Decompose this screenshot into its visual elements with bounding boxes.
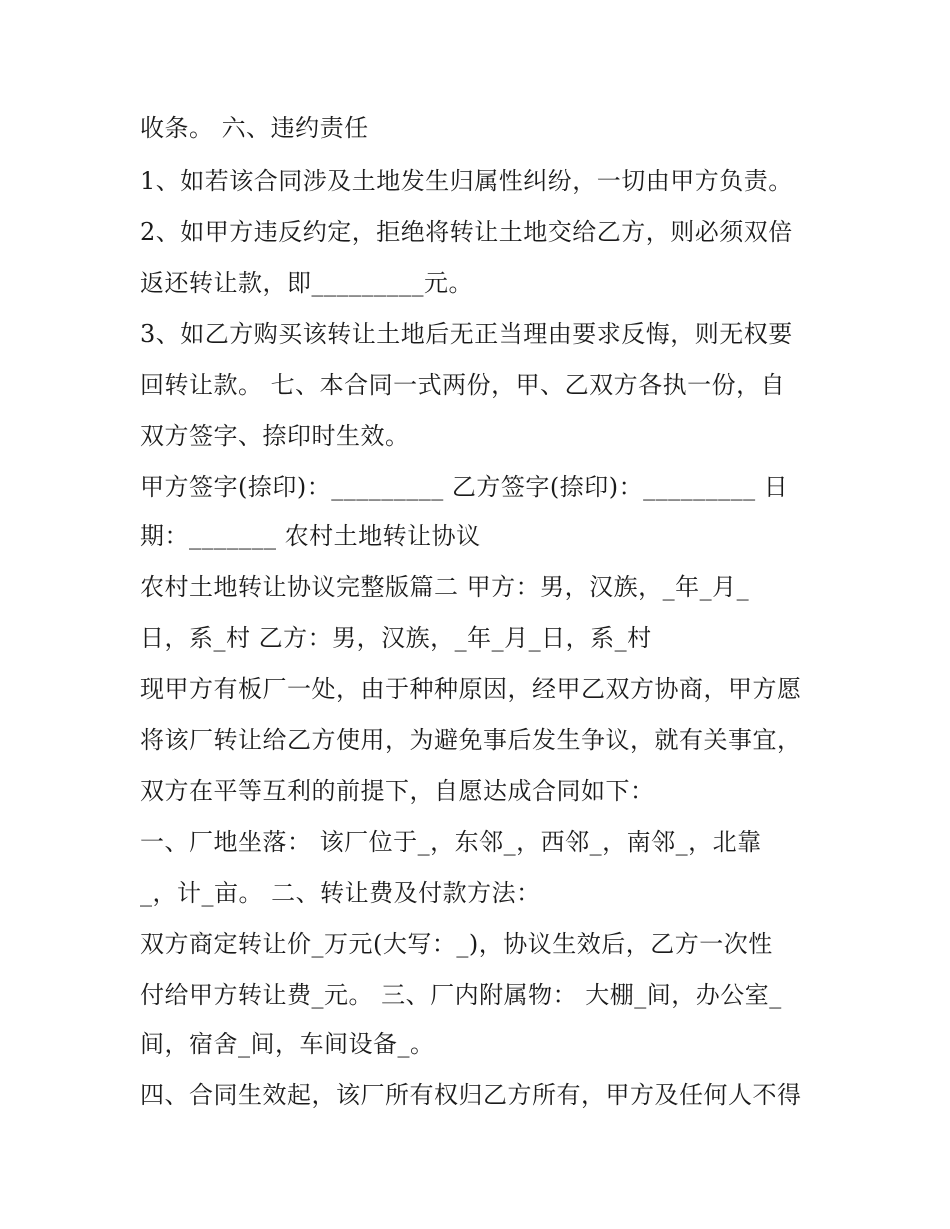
text-line: 双方签字、捺印时生效。 bbox=[140, 422, 410, 450]
text-line: 期：_______ 农村土地转让协议 bbox=[140, 522, 481, 550]
text-line: 一、厂地坐落： 该厂位于_，东邻_，西邻_，南邻_，北靠 bbox=[140, 828, 762, 856]
text-line: 现甲方有板厂一处，由于种种原因，经甲乙双方协商，甲方愿 bbox=[140, 675, 802, 703]
text-line: 农村土地转让协议完整版篇二 甲方：男，汉族，_年_月_ bbox=[140, 573, 750, 601]
text-line: 2、如甲方违反约定，拒绝将转让土地交给乙方，则必须双倍 bbox=[140, 218, 793, 246]
text-line: 将该厂转让给乙方使用，为避免事后发生争议，就有关事宜， bbox=[140, 726, 802, 754]
text-line: 付给甲方转让费_元。 三、厂内附属物： 大棚_间，办公室_ bbox=[140, 981, 782, 1009]
text-line: 双方商定转让价_万元(大写：_)，协议生效后，乙方一次性 bbox=[140, 930, 773, 958]
text-line: 回转让款。 七、本合同一式两份，甲、乙双方各执一份，自 bbox=[140, 371, 786, 399]
text-line: _，计_亩。 二、转让费及付款方法： bbox=[140, 879, 541, 907]
signature-line: 甲方签字(捺印)：_________ 乙方签字(捺印)：_________ 日 bbox=[140, 473, 789, 501]
text-line: 3、如乙方购买该转让土地后无正当理由要求反悔，则无权要 bbox=[140, 320, 793, 348]
text-line: 返还转让款，即_________元。 bbox=[140, 269, 473, 297]
text-line: 收条。 六、违约责任 bbox=[140, 114, 369, 142]
text-line: 间，宿舍_间，车间设备_。 bbox=[140, 1030, 435, 1058]
text-line: 双方在平等互利的前提下，自愿达成合同如下： bbox=[140, 777, 655, 805]
text-line: 四、合同生效起，该厂所有权归乙方所有，甲方及任何人不得 bbox=[140, 1081, 802, 1109]
text-line: 日，系_村 乙方：男，汉族，_年_月_日，系_村 bbox=[140, 624, 652, 652]
text-line: 1、如若该合同涉及土地发生归属性纠纷，一切由甲方负责。 bbox=[140, 167, 793, 195]
